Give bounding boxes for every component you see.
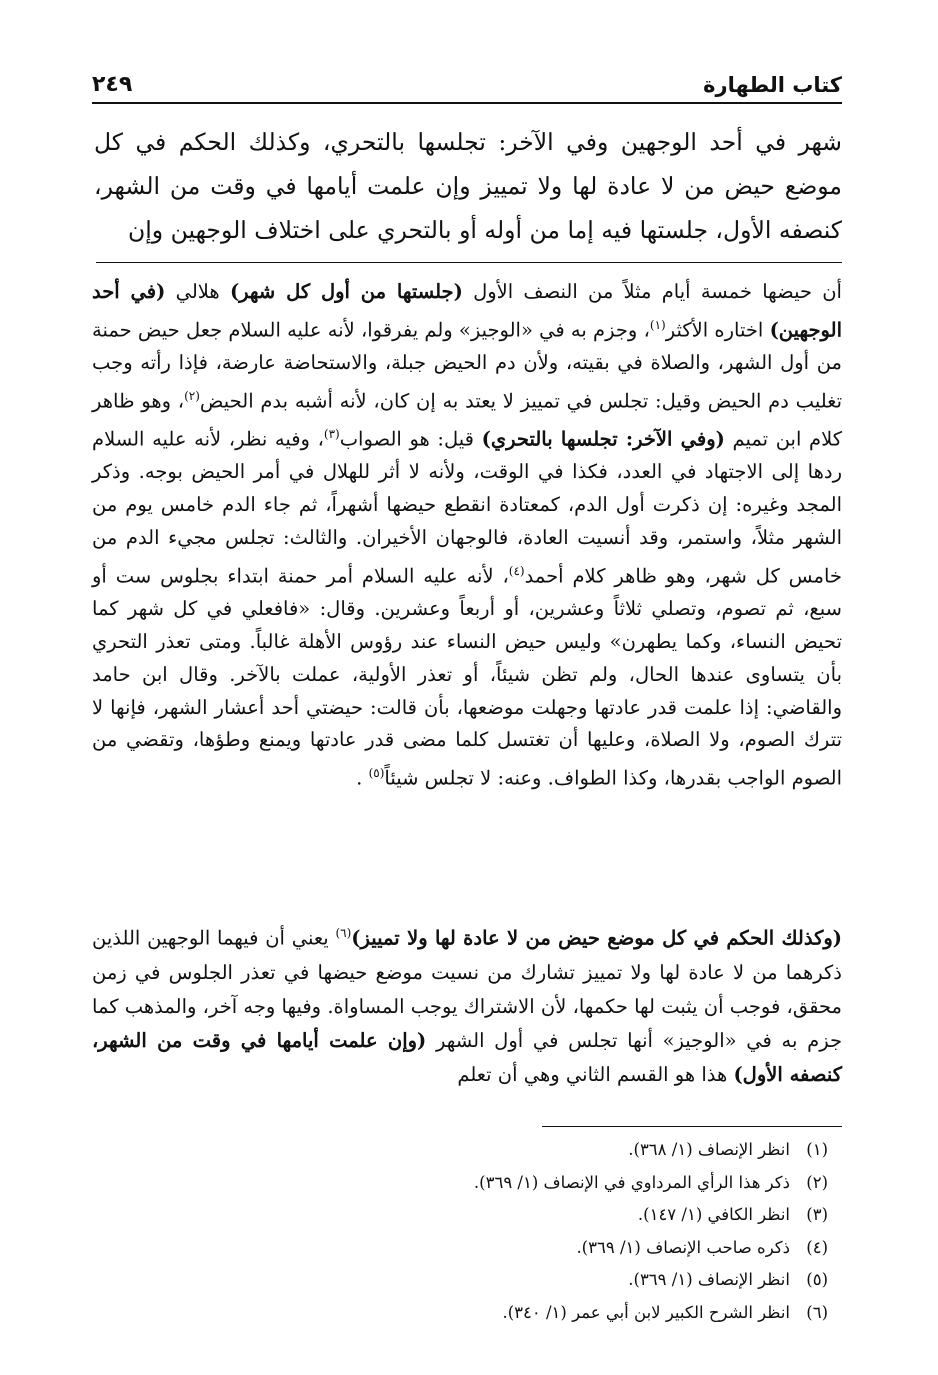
footnote-number: (١): [806, 1140, 828, 1159]
commentary-text: هذا هو القسم الثاني وهي أن تعلم: [457, 1062, 728, 1086]
footnote-marker: (٤): [508, 563, 525, 578]
commentary-text: ، لأنه عليه السلام أمر حمنة ابتداء بجلوس ست أو سبع، ثم تصوم، وتصلي ثلاثاً وعشرين، أو أربعاً وعشرين. وقال: «فافعلي في كل شهر كما تحيض النساء، وكما يطهرن» وليس حيض النساء عند رؤوس الأهلة غالباً. ومتى تعذر التحري بأن يتساوى عندها الحال، ولم تظن شيئاً، أو تعذر الأولية، عملت بالآخر. وقال ابن حامد والقاضي: إذا علمت قدر عادتها وجهلت موضعها، بأن قالت: حيضتي أحد أعشار الشهر، فإنها لا تترك الصوم، ولا الصلاة، وعليها أن تغتسل كلما مضى قدر عادتها ويمنع وطؤها، وتقضي من الصوم الواجب بقدرها، وكذا الطواف. وعنه: لا تجلس شيئاً: [92, 564, 842, 790]
footnote-item: [96, 1297, 828, 1330]
footnote-item: [96, 1167, 828, 1200]
footnote-text: ذكر هذا الرأي المرداوي في الإنصاف (١/ ٣٦٩).: [473, 1172, 790, 1192]
commentary-text: أن حيضها خمسة أيام مثلاً من النصف الأول: [473, 280, 842, 303]
footnote-marker: (٥): [368, 766, 385, 781]
footnote-number: (٤): [806, 1237, 828, 1257]
footnote-text: انظر الشرح الكبير لابن أبي عمر (١/ ٣٤٠).: [502, 1302, 790, 1322]
commentary-text: يعني أن فيهما الوجهين اللذين ذكرهما من لا عادة لها ولا تمييز تشارك من نسيت موضع حيضها في تعذر الجلوس في زمن محقق، فوجب أن يثبت لها حكمها، لأن الاشتراك يوجب المساواة. وفيها وجه آخر، والمذهب كما جزم به في «الوجيز» أنها تجلس في أول الشهر: [92, 926, 843, 1052]
commentary-text: قيل: هو الصواب: [339, 427, 474, 451]
commentary-paragraph-1: [92, 276, 842, 795]
quoted-matn: (وفي الآخر: تجلسها بالتحري): [481, 427, 725, 451]
quoted-matn: (في أحد الوجهين): [92, 280, 842, 342]
commentary-text: .: [356, 766, 363, 790]
footnote-marker: (١): [649, 317, 666, 332]
footnote-item: [96, 1134, 828, 1167]
main-text: [94, 120, 842, 252]
footnote-number: (٥): [806, 1270, 828, 1289]
quoted-matn: (وإن علمت أيامها في وقت من الشهر، كنصفه الأول): [92, 1028, 842, 1086]
commentary-text: ، وجزم به في «الوجيز» ولم يفرقوا، لأنه عليه السلام جعل حيض حمنة من أول الشهر، والصلاة في بقيته، ولأن دم الحيض جبلة، والاستحاضة عارضة، فإذا رأته وجب تغليب دم الحيض وقيل: تجلس في تمييز لا يعتد به إن كان، لأنه أشبه بدم الحيض: [92, 318, 842, 413]
footnotes-list: [96, 1134, 828, 1329]
footnote-marker: (٦): [335, 926, 352, 940]
page-number: ٢٤٩: [92, 72, 133, 97]
footnote-item: [96, 1232, 828, 1265]
footnote-item: [96, 1199, 828, 1232]
footnote-separator: [542, 1126, 842, 1127]
text-divider: [96, 262, 842, 263]
footnote-text: انظر الإنصاف (١/ ٣٦٨).: [628, 1140, 790, 1159]
footnote-marker: (٣): [323, 427, 340, 442]
commentary-text: ، وفيه نظر، لأنه عليه السلام ردها إلى الاجتهاد في العدد، فكذا في الوقت، ولأنه لا أثر للهلال في أمر الحيض بوجه. وذكر المجد وغيره: إن ذكرت أول الدم، كمعتادة انقطع حيضها أشهراً، ثم جاء الدم خامس يوم من الشهر مثلاً، واستمر، وقد أنسيت العادة، فالوجهان الأخيران. والثالث: تجلس مجيء الدم من خامس كل شهر، وهو ظاهر كلام أحمد: [92, 427, 842, 588]
quoted-matn: (وكذلك الحكم في كل موضع حيض من لا عادة لها ولا تمييز): [351, 926, 842, 950]
footnote-item: [96, 1264, 828, 1297]
footnote-number: (٣): [806, 1205, 828, 1224]
page-header: [92, 58, 842, 104]
commentary-text: اختاره الأكثر: [665, 318, 764, 342]
footnote-text: ذكره صاحب الإنصاف (١/ ٣٦٩).: [576, 1237, 790, 1257]
footnote-marker: (٢): [184, 388, 200, 403]
main-text-body: شهر في أحد الوجهين وفي الآخر: تجلسها بالتحري، وكذلك الحكم في كل موضع حيض من لا عادة لها ولا تمييز وإن علمت أيامها في وقت من الشهر، كنصفه الأول، جلستها فيه إما من أوله أو بالتحري على اختلاف الوجهين وإن: [94, 128, 842, 244]
footnote-text: انظر الكافي (١/ ١٤٧).: [637, 1205, 790, 1224]
footnote-number: (٢): [806, 1172, 828, 1192]
commentary-text: هلالي: [175, 280, 220, 303]
commentary-text: ، وهو ظاهر كلام ابن تميم: [92, 389, 843, 451]
commentary-paragraph-2: [92, 916, 842, 1092]
footnote-number: (٦): [806, 1302, 828, 1322]
footnote-text: انظر الإنصاف (١/ ٣٦٩).: [628, 1270, 790, 1289]
quoted-matn: (جلستها من أول كل شهر): [229, 280, 463, 303]
running-title: كتاب الطهارة: [703, 73, 842, 97]
